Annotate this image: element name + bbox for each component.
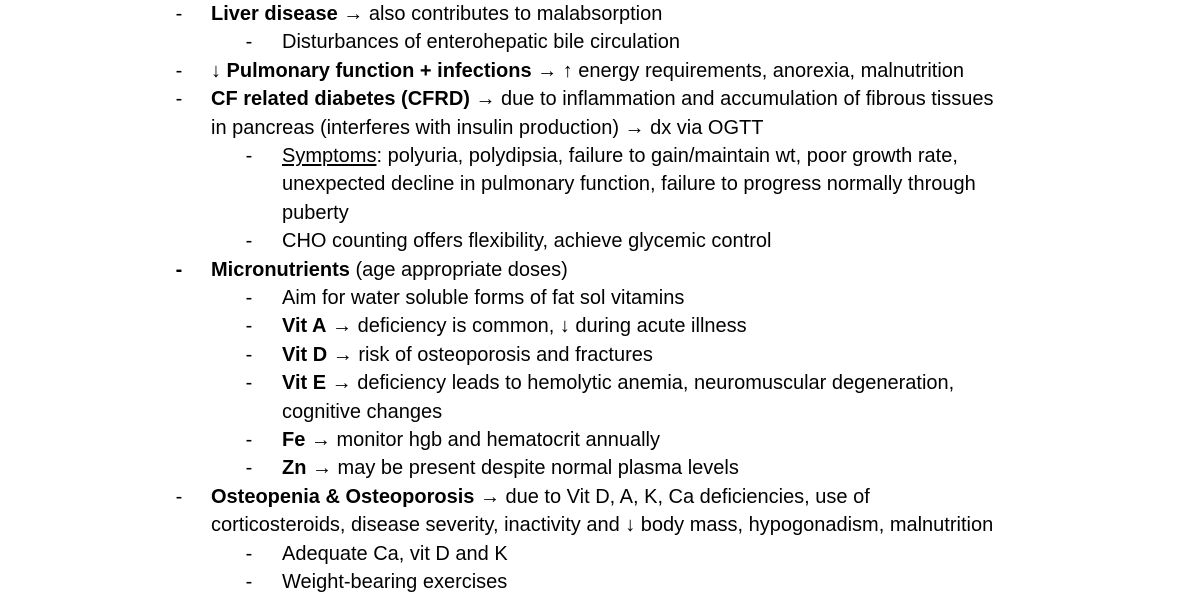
item-bold-label: Vit D bbox=[282, 343, 328, 366]
bullet: - bbox=[245, 287, 253, 309]
bullet: - bbox=[245, 542, 253, 565]
list-item-micronutrients bbox=[0, 256, 1200, 284]
list-item-symptoms-continuation bbox=[0, 199, 1200, 227]
list-item-liver-disease bbox=[0, 0, 1200, 28]
item-bold-label: Micronutrients bbox=[211, 258, 350, 281]
item-bold-label: CF related diabetes (CFRD) bbox=[211, 88, 470, 111]
list-item-zn bbox=[0, 454, 1200, 482]
bullet: - bbox=[175, 485, 183, 508]
item-text bbox=[282, 142, 958, 170]
list-item-cho-counting bbox=[0, 227, 1200, 255]
item-text: in pancreas (interferes with insulin production) → dx via OGTT bbox=[211, 116, 764, 139]
bullet: - bbox=[245, 315, 253, 338]
item-text: corticosteroids, disease severity, inactivity and ↓ body mass, hypogonadism, malnutrition bbox=[211, 514, 994, 537]
bullet: - bbox=[245, 145, 253, 167]
item-detail: (age appropriate doses) bbox=[349, 258, 568, 281]
item-text bbox=[211, 483, 870, 511]
list-item-vit-e bbox=[0, 369, 1200, 397]
list-item-bile-circulation bbox=[0, 28, 1200, 56]
list-item-weight-bearing bbox=[0, 568, 1200, 596]
item-text: Aim for water soluble forms of fat sol vitamins bbox=[282, 287, 685, 309]
item-detail: → monitor hgb and hematocrit annually bbox=[305, 429, 660, 451]
list-item-adequate-ca bbox=[0, 540, 1200, 568]
item-text bbox=[211, 85, 994, 113]
item-text bbox=[282, 341, 653, 369]
item-detail: → also contributes to malabsorption bbox=[337, 3, 663, 25]
item-detail: → deficiency is common, ↓ during acute illness bbox=[326, 315, 747, 338]
item-bold-label: Fe bbox=[282, 429, 306, 451]
item-text bbox=[211, 57, 964, 85]
item-bold-label: Zn bbox=[282, 457, 307, 480]
item-text bbox=[282, 369, 954, 397]
list-item-symptoms-continuation bbox=[0, 170, 1200, 198]
item-bold-label: ↓ Pulmonary function + infections bbox=[211, 59, 532, 82]
item-text bbox=[282, 426, 660, 454]
list-item-pulmonary-function bbox=[0, 57, 1200, 85]
bullet: - bbox=[245, 571, 253, 593]
item-bold-label: Vit E bbox=[282, 372, 327, 395]
item-text: puberty bbox=[282, 201, 349, 224]
item-detail: → risk of osteoporosis and fractures bbox=[327, 343, 653, 366]
bullet: - bbox=[175, 59, 183, 82]
list-item-symptoms bbox=[0, 142, 1200, 170]
list-item-osteopenia bbox=[0, 483, 1200, 511]
list-item-cfrd-continuation bbox=[0, 114, 1200, 142]
item-text: Adequate Ca, vit D and K bbox=[282, 542, 508, 565]
list-item-cfrd bbox=[0, 85, 1200, 113]
bullet: - bbox=[175, 88, 183, 111]
list-item-vit-e-continuation bbox=[0, 398, 1200, 426]
bullet: - bbox=[245, 230, 253, 253]
item-detail: → ↑ energy requirements, anorexia, malnutrition bbox=[531, 59, 965, 82]
item-detail: : polyuria, polydipsia, failure to gain/maintain wt, poor growth rate, bbox=[376, 145, 958, 167]
item-detail: → due to Vit D, A, K, Ca deficiencies, use of bbox=[474, 485, 870, 508]
item-text: unexpected decline in pulmonary function, failure to progress normally through bbox=[282, 173, 976, 196]
item-detail: → deficiency leads to hemolytic anemia, neuromuscular degeneration, bbox=[326, 372, 955, 395]
item-underlined-label: Symptoms bbox=[282, 145, 377, 167]
bullet: - bbox=[175, 3, 183, 25]
bullet: - bbox=[245, 31, 253, 54]
list-item-water-soluble bbox=[0, 284, 1200, 312]
item-text bbox=[211, 0, 662, 28]
list-item-osteopenia-continuation bbox=[0, 511, 1200, 539]
list-item-vit-d bbox=[0, 341, 1200, 369]
item-bold-label: Liver disease bbox=[211, 3, 338, 25]
item-text bbox=[282, 454, 739, 482]
item-text: Disturbances of enterohepatic bile circulation bbox=[282, 31, 680, 54]
item-bold-label: Osteopenia & Osteoporosis bbox=[211, 485, 475, 508]
item-text bbox=[282, 312, 747, 340]
bullet: - bbox=[245, 372, 253, 395]
bullet: - bbox=[245, 429, 253, 451]
list-item-vit-a bbox=[0, 312, 1200, 340]
list-item-fe bbox=[0, 426, 1200, 454]
item-text: Weight-bearing exercises bbox=[282, 571, 508, 593]
item-text: CHO counting offers flexibility, achieve glycemic control bbox=[282, 230, 772, 253]
item-detail: → due to inflammation and accumulation of fibrous tissues bbox=[469, 88, 994, 111]
item-text: cognitive changes bbox=[282, 400, 443, 423]
bullet: - bbox=[245, 343, 253, 366]
item-detail: → may be present despite normal plasma levels bbox=[306, 457, 739, 480]
bullet: - bbox=[245, 457, 253, 480]
item-text bbox=[211, 256, 568, 284]
bullet: - bbox=[175, 258, 183, 281]
item-bold-label: Vit A bbox=[282, 315, 327, 338]
